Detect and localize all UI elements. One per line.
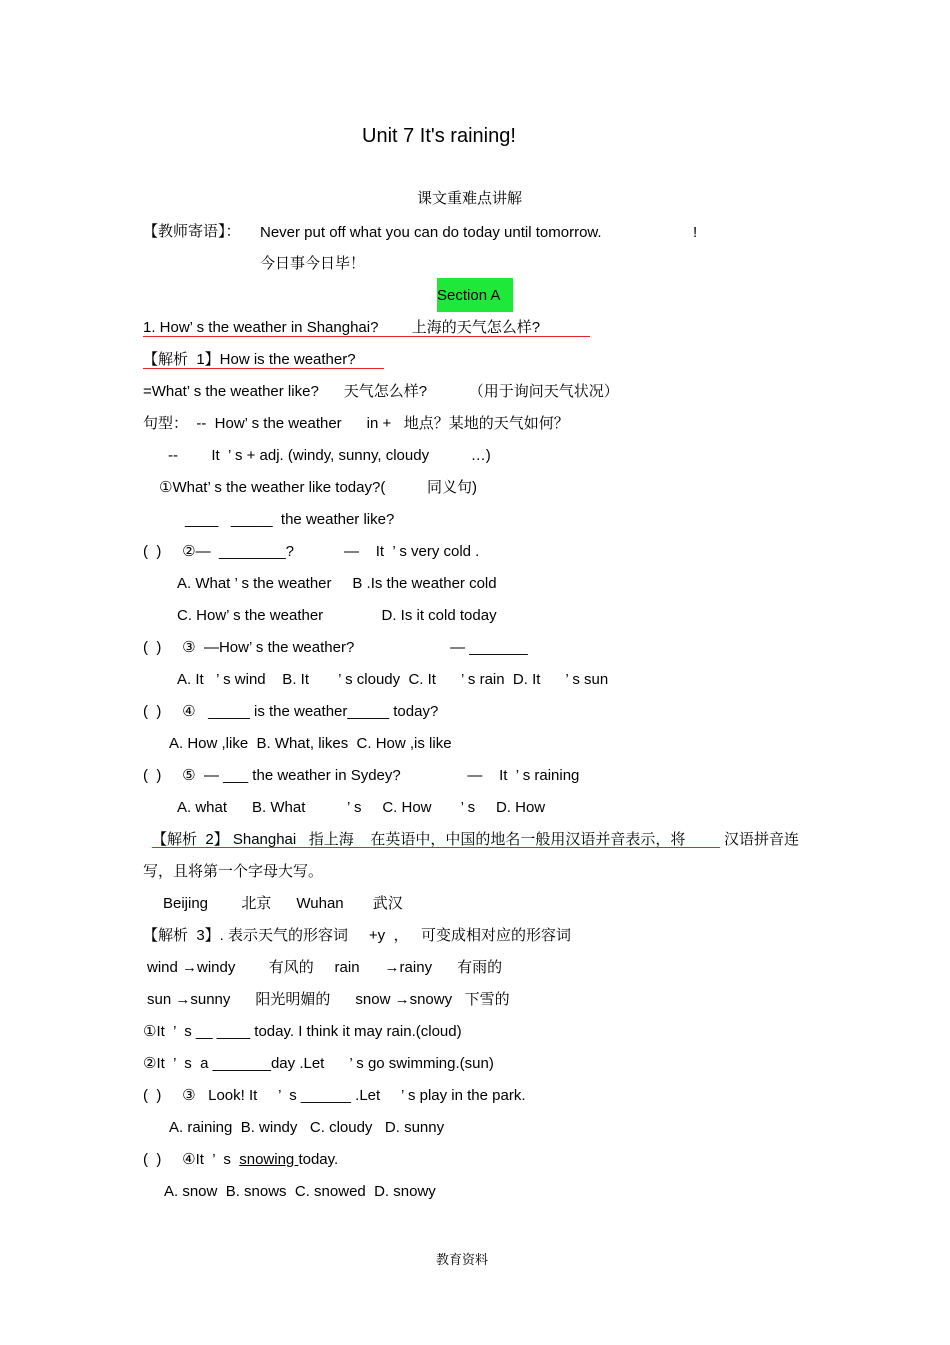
line-22: sun →sunny 阳光明媚的 snow →snowy 下雪的 <box>147 991 510 1008</box>
line-5: -- It ’ s + adj. (windy, sunny, cloudy …) <box>168 447 491 464</box>
line-27-underlined-word: snowing <box>239 1151 299 1168</box>
line-4: 句型： -- How’ s the weather in + 地点？某地的天气如何？ <box>143 415 569 432</box>
line-15: ( ) ⑤ — ___ the weather in Sydey? — It ’ s raining <box>143 767 580 784</box>
teacher-label: 【教师寄语】： <box>143 223 241 240</box>
page-footer: 教育资料 <box>436 1252 489 1267</box>
line-9: A. What ’ s the weather B .Is the weather cold <box>177 575 497 592</box>
line-25: ( ) ③ Look! It ’ s ______ .Let ’ s play in the park. <box>143 1087 526 1104</box>
line-16: A. what B. What ’ s C. How ’ s D. How <box>177 799 546 816</box>
red-underline-1 <box>143 336 590 337</box>
line-13: ( ) ④ _____ is the weather_____ today? <box>143 703 439 720</box>
line-12: A. It ’ s wind B. It ’ s cloudy C. It ’ s rain D. It ’ s sun <box>177 671 609 688</box>
line-24: ②It ’ s a _______day .Let ’ s go swimming.(sun) <box>143 1055 494 1072</box>
teacher-quote-end: ! <box>693 224 698 241</box>
line-7: ____ _____ the weather like? <box>185 511 395 528</box>
teacher-quote-chinese: 今日事今日毕！ <box>260 255 366 272</box>
red-underline-2 <box>143 368 384 369</box>
line-28: A. snow B. snows C. snowed D. snowy <box>164 1183 436 1200</box>
line-23: ①It ’ s __ ____ today. I think it may rain.(cloud) <box>143 1023 462 1040</box>
line-1: 1. How’ s the weather in Shanghai? 上海的天气怎么样? <box>143 319 541 336</box>
line-8: ( ) ②— ________? — It ’ s very cold . <box>143 543 480 560</box>
line-11: ( ) ③ —How’ s the weather? — _______ <box>143 639 528 656</box>
line-21: wind →windy 有风的 rain →rainy 有雨的 <box>147 959 503 976</box>
line-27-start: ( ) ④It ’ s <box>143 1151 240 1168</box>
line-17: 【解析 2】 Shanghai 指上海 在英语中，中国的地名一般用汉语并音表示，将 <box>152 831 686 848</box>
line-14: A. How ,like B. What, likes C. How ,is like <box>169 735 452 752</box>
line-20: 【解析 3】. 表示天气的形容词 +y ， 可变成相对应的形容词 <box>143 927 571 944</box>
teacher-quote: Never put off what you can do today until tomorrow. <box>260 224 602 241</box>
red-underline-3 <box>152 847 720 848</box>
line-26: A. raining B. windy C. cloudy D. sunny <box>169 1119 445 1136</box>
line-27-end: today. <box>298 1151 339 1168</box>
line-3: =What’ s the weather like? 天气怎么样? （用于询问天气状况） <box>143 383 619 400</box>
line-6: ①What’ s the weather like today?( 同义句) <box>159 479 477 496</box>
line-10: C. How’ s the weather D. Is it cold today <box>177 607 497 624</box>
line-27 <box>143 1151 338 1169</box>
subtitle: 课文重难点讲解 <box>417 190 523 207</box>
line-19: Beijing 北京 Wuhan 武汉 <box>163 895 403 912</box>
page-title: Unit 7 It's raining! <box>362 125 516 147</box>
line-17-end: 汉语拼音连 <box>724 831 800 848</box>
line-2: 【解析 1】How is the weather? <box>143 351 356 368</box>
section-a-heading: Section A <box>437 278 513 312</box>
line-18: 写，且将第一个字母大写。 <box>143 863 324 880</box>
